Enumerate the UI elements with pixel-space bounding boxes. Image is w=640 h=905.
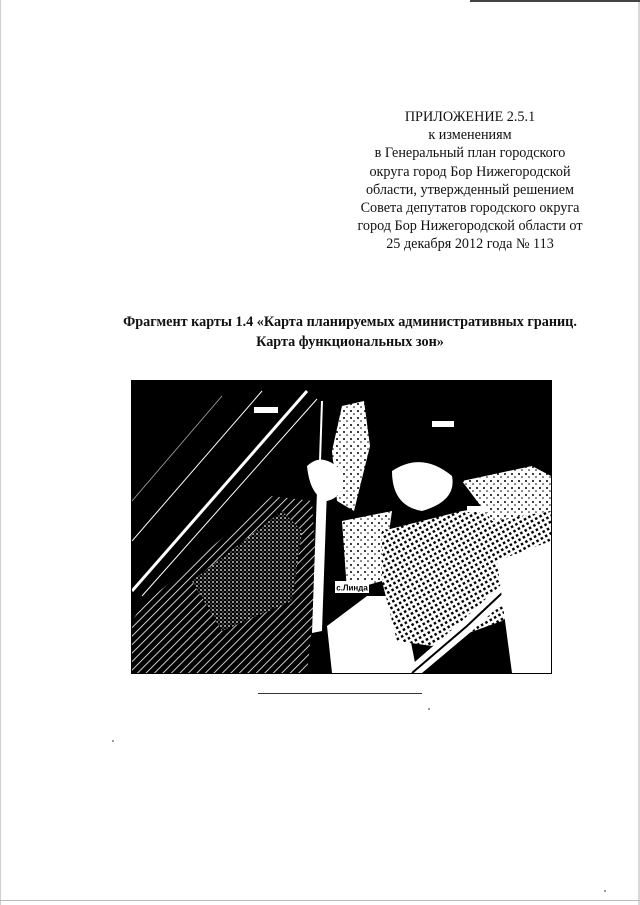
map-caption-line-1: Фрагмент карты 1.4 «Карта планируемых административных границ. [123,314,577,330]
appendix-line: город Бор Нижегородской области от [357,218,583,235]
appendix-header [320,108,620,254]
scan-speck [112,740,114,742]
appendix-title: ПРИЛОЖЕНИЕ 2.5.1 [404,109,536,125]
map-tag [467,506,489,512]
scan-speck [604,890,606,892]
appendix-line: области, утвержденный решением [365,181,575,198]
map-tag [254,407,278,413]
appendix-line: в Генеральный план городского [374,145,566,162]
scan-artifact-bottom [0,900,640,901]
map-tag [432,421,454,427]
appendix-line: Совета депутатов городского округа [360,200,580,217]
map-image [132,381,551,673]
appendix-line: 25 декабря 2012 года № 113 [386,236,554,253]
map-fragment [131,380,552,674]
map-caption-line-2: Карта функциональных зон» [256,334,444,350]
map-place-label: с.Линда [336,583,368,593]
page-edge-left [0,0,1,905]
scan-speck [428,708,430,710]
scan-artifact-top [470,0,640,2]
map-caption [60,312,640,352]
appendix-line: округа город Бор Нижегородской [369,163,571,180]
separator-line [258,693,422,694]
appendix-line: к изменениям [428,127,512,144]
